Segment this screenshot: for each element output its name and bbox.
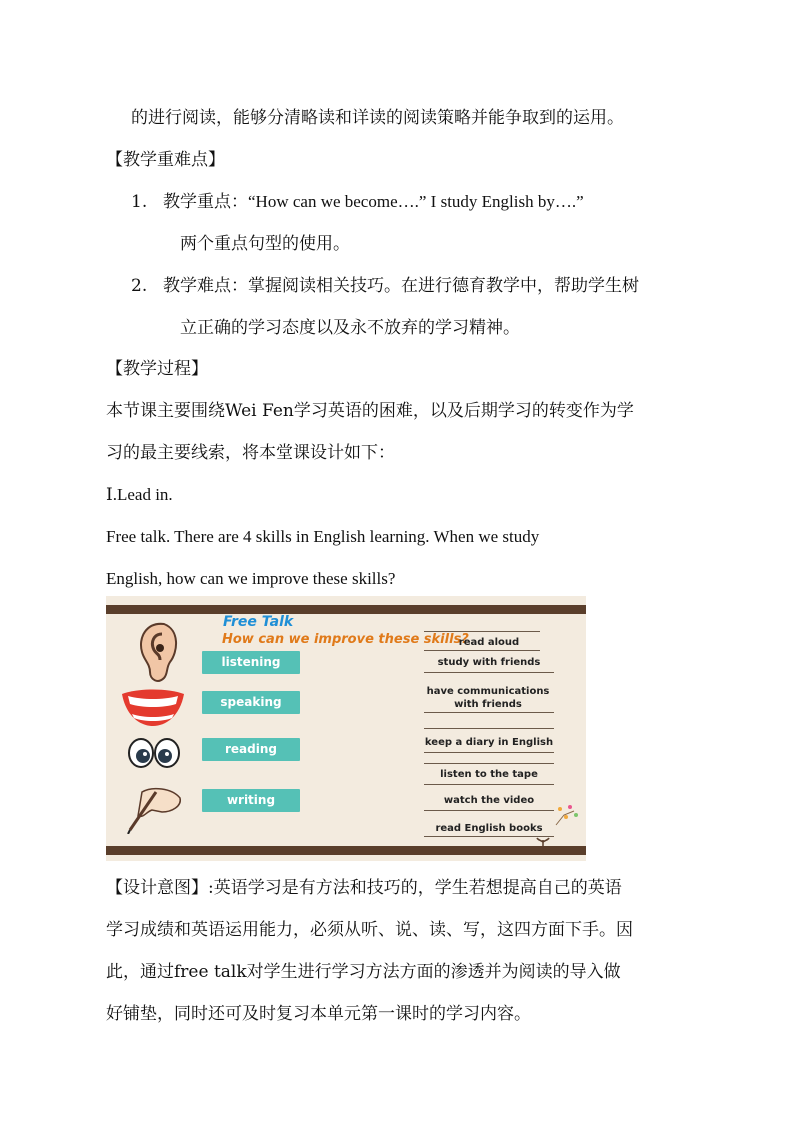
method-item: read aloud: [458, 637, 520, 648]
method-item: read English books: [435, 823, 543, 834]
hand-writing-icon: [122, 782, 186, 834]
method-item: watch the video: [443, 795, 535, 806]
skill-reading: reading: [202, 738, 300, 761]
method-rule: [424, 784, 554, 785]
paragraph-line: 的进行阅读，能够分清略读和详读的阅读策略并能争取到的运用。: [131, 108, 624, 128]
method-rule: [424, 752, 554, 753]
eyes-icon: [126, 737, 182, 769]
method-rule: [424, 631, 540, 632]
method-rule: [424, 763, 554, 764]
method-item: keep a diary in English: [424, 737, 554, 748]
free-talk-slide: [106, 596, 586, 861]
slide-subtitle: How can we improve these skills?: [222, 632, 469, 647]
ear-icon: [134, 620, 184, 686]
mouth-icon: [118, 686, 188, 730]
slide-title: Free Talk: [223, 614, 294, 630]
list-item-number: 2.: [131, 276, 148, 296]
heading-process: 【教学过程】: [106, 359, 208, 379]
method-rule: [424, 728, 554, 729]
skill-writing: writing: [202, 789, 300, 812]
paragraph-line: Free talk. There are 4 skills in English learning. When we study: [106, 527, 540, 546]
method-item: have communications with friends: [426, 686, 550, 710]
method-rule: [424, 650, 540, 651]
skill-speaking: speaking: [202, 691, 300, 714]
method-rule: [424, 836, 554, 837]
list-item-text: 立正确的学习态度以及永不放弃的学习精神。: [180, 318, 520, 338]
method-rule: [424, 712, 554, 713]
section-lead-in: Ⅰ.Lead in.: [106, 485, 173, 504]
slide-top-bar: [106, 605, 586, 614]
paragraph-line: 学习成绩和英语运用能力，必须从听、说、读、写，这四方面下手。因: [106, 920, 633, 940]
paragraph-line: 【设计意图】:英语学习是有方法和技巧的，学生若想提高自己的英语: [106, 878, 622, 898]
paragraph-line: 好铺垫，同时还可及时复习本单元第一课时的学习内容。: [106, 1004, 531, 1024]
flower-icon: [554, 803, 580, 827]
list-item-text: 教学重点：“How can we become….” I study English by….”: [163, 192, 584, 211]
heading-key-points: 【教学重难点】: [106, 150, 225, 170]
paragraph-line: English, how can we improve these skills?: [106, 569, 396, 588]
method-rule: [424, 672, 554, 673]
skill-listening: listening: [202, 651, 300, 674]
paragraph-line: 本节课主要围绕Wei Fen学习英语的困难，以及后期学习的转变作为学: [106, 401, 634, 421]
list-item-number: 1.: [131, 192, 148, 212]
paragraph-line: 习的最主要线索，将本堂课设计如下：: [106, 443, 395, 463]
method-item: listen to the tape: [440, 769, 538, 780]
list-item-text: 教学难点：掌握阅读相关技巧。在进行德育教学中，帮助学生树: [163, 276, 639, 296]
paragraph-line: 此，通过free talk对学生进行学习方法方面的渗透并为阅读的导入做: [106, 962, 621, 982]
slide-bottom-bar: [106, 846, 586, 855]
list-item-text: 两个重点句型的使用。: [180, 234, 350, 254]
method-item: study with friends: [437, 657, 541, 668]
method-rule: [424, 810, 554, 811]
